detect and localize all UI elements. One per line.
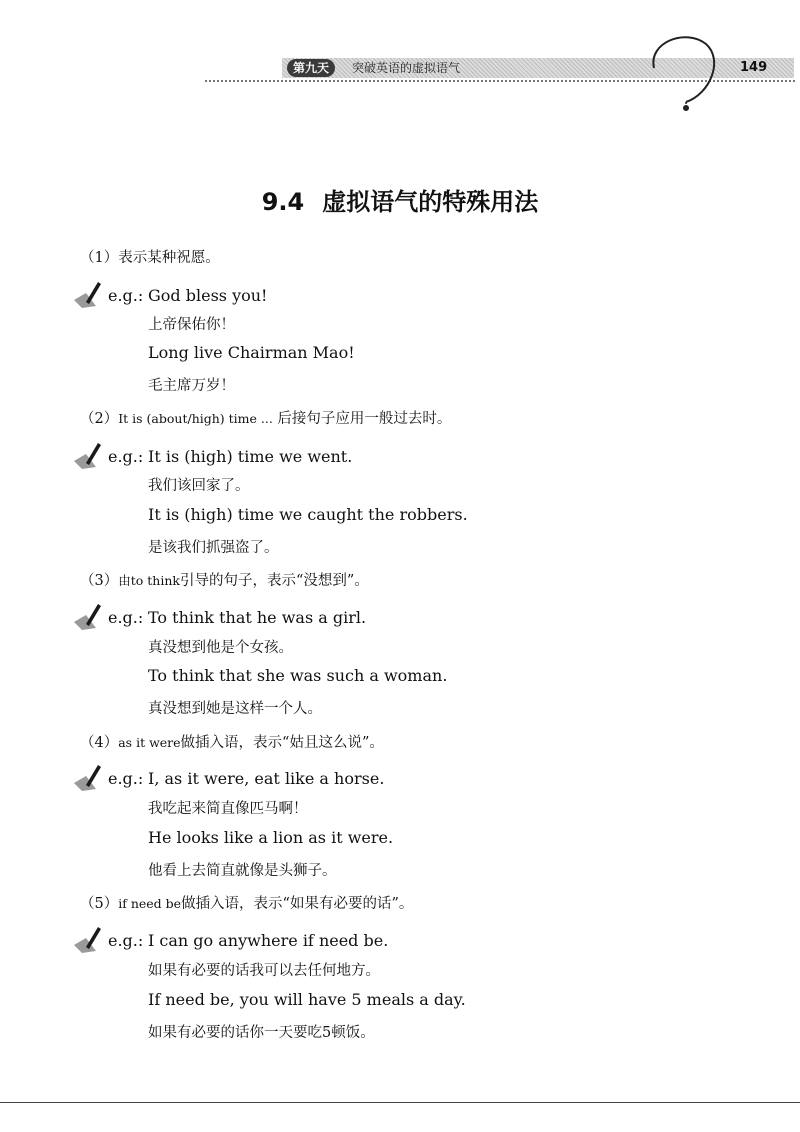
example-english: I, as it were, eat like a horse. — [148, 769, 385, 788]
item-chinese: 后接句子应用一般过去时。 — [272, 411, 452, 427]
eg-label: e.g.: — [108, 769, 144, 788]
eg-label: e.g.: — [108, 447, 144, 466]
example-translation: 真没想到她是这样一个人。 — [148, 701, 322, 717]
item-number: （3） — [80, 573, 119, 589]
section-title: 虚拟语气的特殊用法 — [322, 188, 539, 216]
item-chinese: 表示某种祝愿。 — [118, 250, 220, 266]
example-translation: 他看上去简直就像是头狮子。 — [148, 863, 337, 879]
item-english: as it were — [118, 735, 181, 750]
rule-item-4 — [80, 731, 384, 752]
example-english: It is (high) time we caught the robbers. — [148, 505, 468, 524]
item-english: if need be — [118, 896, 182, 911]
example-translation: 真没想到他是个女孩。 — [148, 640, 293, 656]
page-number: 149 — [740, 60, 768, 75]
pen-note-icon — [72, 763, 108, 793]
example-translation: 我们该回家了。 — [148, 478, 250, 494]
eg-label: e.g.: — [108, 608, 144, 627]
pen-note-icon — [72, 925, 108, 955]
item-number: （2） — [80, 411, 119, 427]
eg-label: e.g.: — [108, 931, 144, 950]
section-number: 9.4 — [261, 188, 305, 216]
rule-item-1 — [80, 246, 220, 267]
header-swirl-icon — [640, 28, 720, 112]
example-translation: 我吃起来简直像匹马啊！ — [148, 801, 308, 817]
example-translation: 是该我们抓强盗了。 — [148, 540, 279, 556]
example-english: To think that she was such a woman. — [148, 666, 448, 685]
item-chinese: 做插入语，表示“姑且这么说”。 — [180, 735, 384, 751]
pen-note-icon — [72, 441, 108, 471]
rule-item-5 — [80, 892, 413, 913]
rule-item-3 — [80, 569, 369, 590]
example-english: To think that he was a girl. — [148, 608, 367, 627]
chapter-title: 突破英语的虚拟语气 — [352, 61, 461, 75]
item-chinese: 引导的句子，表示“没想到”。 — [179, 573, 369, 589]
example-translation: 如果有必要的话你一天要吃5顿饭。 — [148, 1025, 375, 1041]
item-chinese: 做插入语，表示“如果有必要的话”。 — [181, 896, 414, 912]
example-english: If need be, you will have 5 meals a day. — [148, 990, 466, 1009]
item-english: 由to think — [118, 573, 180, 588]
eg-label: e.g.: — [108, 286, 144, 305]
pen-note-icon — [72, 280, 108, 310]
chapter-tag: 第九天 — [287, 59, 335, 77]
item-english: It is (about/high) time ... — [118, 411, 273, 426]
section-heading — [0, 182, 800, 217]
page-bottom-rule — [0, 1102, 800, 1103]
item-number: （1） — [80, 250, 119, 266]
example-translation: 毛主席万岁！ — [148, 378, 235, 394]
example-translation: 上帝保佑你！ — [148, 317, 235, 333]
item-number: （5） — [80, 896, 119, 912]
example-translation: 如果有必要的话我可以去任何地方。 — [148, 963, 380, 979]
rule-item-2 — [80, 407, 451, 428]
example-english: I can go anywhere if need be. — [148, 931, 389, 950]
example-english: It is (high) time we went. — [148, 447, 353, 466]
pen-note-icon — [72, 602, 108, 632]
example-english: Long live Chairman Mao! — [148, 343, 355, 362]
example-english: God bless you! — [148, 286, 268, 305]
item-number: （4） — [80, 735, 119, 751]
example-english: He looks like a lion as it were. — [148, 828, 394, 847]
